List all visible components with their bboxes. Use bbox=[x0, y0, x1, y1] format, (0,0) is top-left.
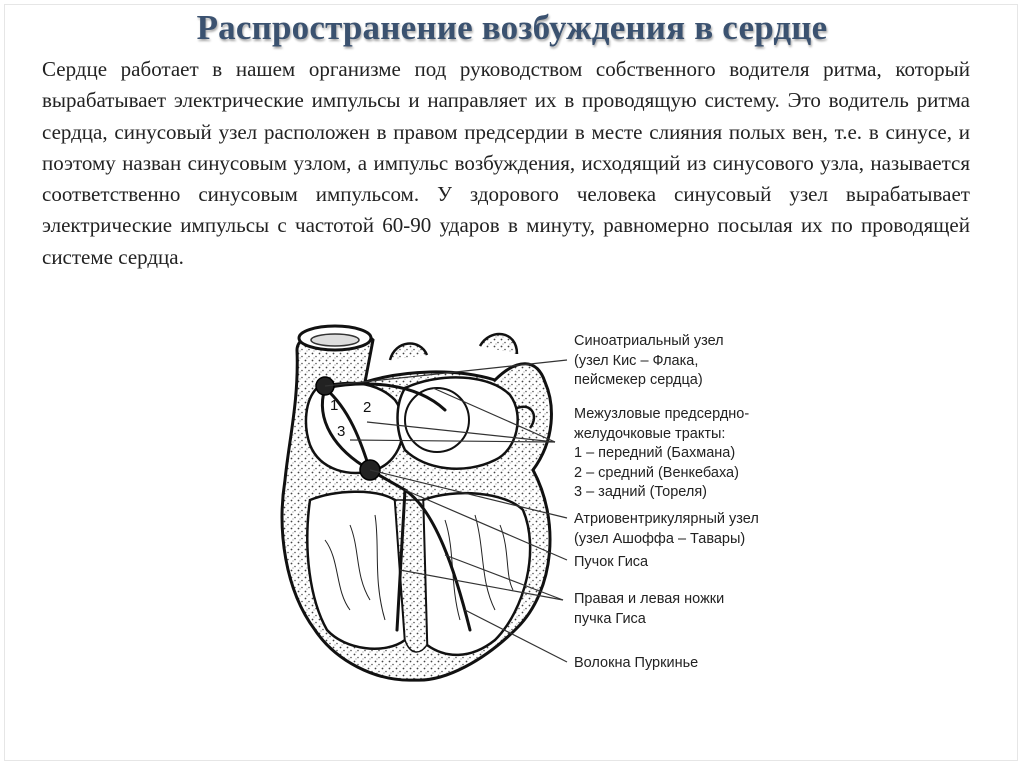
label-purkinje: Волокна Пуркинье bbox=[574, 655, 699, 671]
tract-number-1: 1 bbox=[330, 397, 339, 414]
label-av-node: Атриовентрикулярный узел (узел Ашоффа – Тавары) bbox=[574, 511, 759, 547]
label-tracts: Межузловые предсердно- желудочковые тракты: 1 – передний (Бахмана) 2 – средний (Венкебаха) 3 – задний (Тореля) bbox=[574, 406, 750, 500]
label-his-bundle: Пучок Гиса bbox=[574, 554, 649, 570]
slide-paragraph: Сердце работает в нашем организме под руководством собственного водителя ритма, который вырабатывает электрические импульсы и направляет их в проводящую систему. Это водитель ритма сердца, синусовый узел расположен в правом предсердии в месте слияния полых вен, т.е. в синусе, и поэтому назван синусовым узлом, а импульс возбуждения, исходящий из синусового узла, называется соответственно синусовым импульсом. У здорового человека синусовый узел вырабатывает электрические импульсы с частотой 60-90 ударов в минуту, равномерно посылая их по проводящей системе сердца. bbox=[42, 57, 970, 269]
label-bundle-branches: Правая и левая ножки пучка Гиса bbox=[574, 591, 725, 627]
tract-number-3: 3 bbox=[337, 423, 346, 440]
slide-title: Распространение возбуждения в сердце bbox=[196, 8, 828, 47]
label-sa-node: Синоатриальный узел (узел Кис – Флака, пейсмекер сердца) bbox=[574, 333, 724, 388]
tract-number-2: 2 bbox=[363, 399, 372, 416]
